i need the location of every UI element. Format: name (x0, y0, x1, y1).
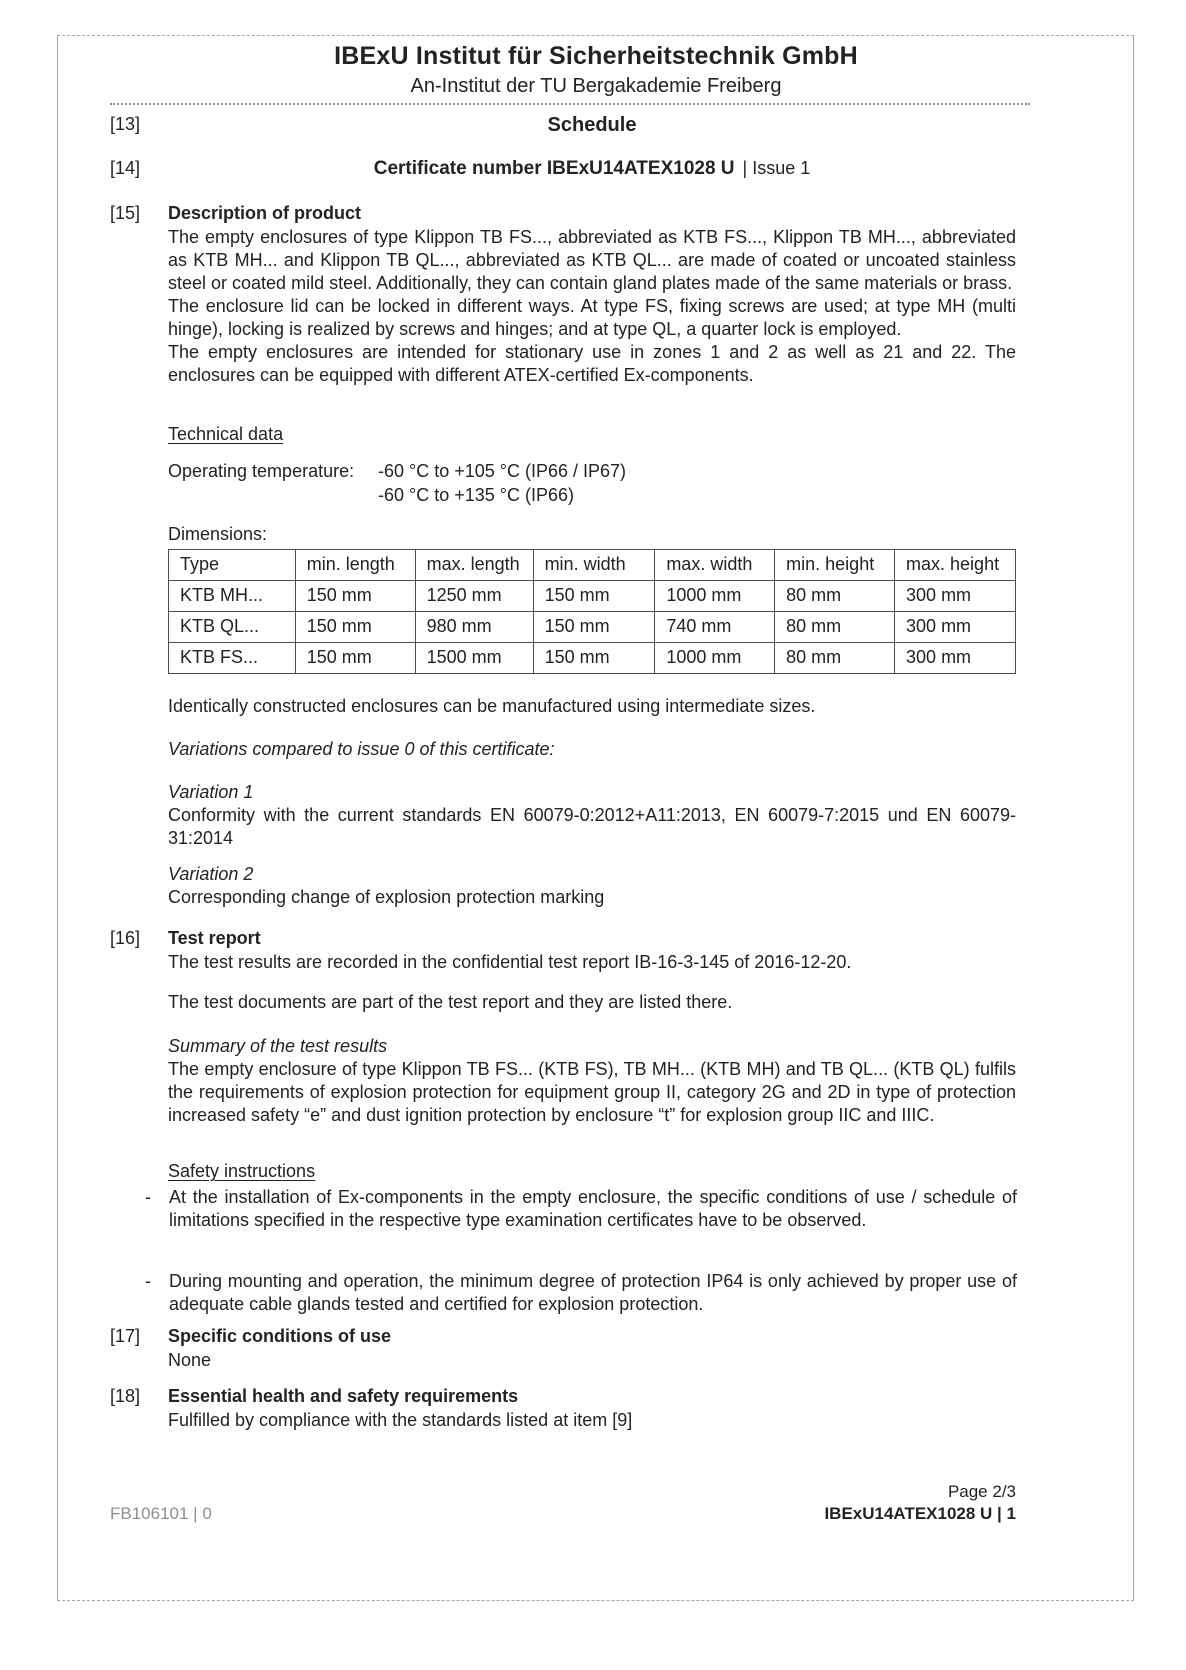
table-cell: 80 mm (775, 612, 895, 643)
test-documents-paragraph: The test documents are part of the test report and they are listed there. (168, 992, 733, 1012)
variation-1 (168, 782, 1016, 850)
item-number: [16] (110, 928, 141, 948)
table-header-cell: min. length (295, 550, 415, 581)
item-number: [14] (110, 158, 141, 178)
table-header-cell: Type (169, 550, 296, 581)
table-cell: KTB QL... (169, 612, 296, 643)
table-cell: 1000 mm (655, 581, 775, 612)
item-number: [18] (110, 1386, 141, 1406)
section-schedule (110, 114, 1016, 137)
table-row (169, 612, 1016, 643)
table-cell: 300 mm (895, 643, 1016, 674)
item-number: [15] (110, 203, 141, 223)
section-essential-requirements (110, 1386, 1016, 1432)
schedule-title: Schedule (547, 114, 637, 136)
institute-subtitle: An-Institut der TU Bergakademie Freiberg (410, 75, 782, 97)
table-header-cell: min. width (533, 550, 655, 581)
section-test-report (110, 928, 1016, 974)
table-row (169, 643, 1016, 674)
table-cell: 80 mm (775, 643, 895, 674)
variation-text: Conformity with the current standards EN 60079-0:2012+A11:2013, EN 60079-7:2015 und EN 60079-31:2014 (168, 805, 1016, 848)
specific-conditions-title: Specific conditions of use (168, 1326, 392, 1346)
table-cell: 1000 mm (655, 643, 775, 674)
section-description (110, 203, 1016, 387)
specific-conditions-text: None (168, 1350, 212, 1370)
variations-intro: Variations compared to issue 0 of this certificate: (168, 739, 555, 759)
table-header-cell: max. width (655, 550, 775, 581)
bullet-text: During mounting and operation, the minimum degree of protection IP64 is only achieved by proper use of adequate cable glands tested and certified for explosion protection. (169, 1271, 1017, 1314)
summary-text: The empty enclosure of type Klippon TB FS... (KTB FS), TB MH... (KTB MH) and TB QL... (KTB QL) fulfils the requirements of explosion protection for equipment group II, category 2G and 2D in type of protection increased safety “e” and dust ignition protection by enclosure “t” for explosion group IIC and IIIC. (168, 1059, 1016, 1125)
intermediate-sizes-note: Identically constructed enclosures can be manufactured using intermediate sizes. (168, 696, 816, 716)
table-cell: 150 mm (533, 612, 655, 643)
essential-requirements-text: Fulfilled by compliance with the standards listed at item [9] (168, 1410, 633, 1430)
section-certificate-number (110, 158, 1016, 180)
table-header-cell: min. height (775, 550, 895, 581)
technical-data-heading: Technical data (168, 424, 284, 444)
variation-title: Variation 1 (168, 782, 254, 802)
table-cell: 150 mm (533, 581, 655, 612)
certificate-number-line (168, 158, 1016, 180)
bullet-dash: - (145, 1271, 151, 1291)
table-header-row (169, 550, 1016, 581)
certificate-number: Certificate number IBExU14ATEX1028 U (373, 158, 735, 179)
table-cell: 740 mm (655, 612, 775, 643)
footer-certificate-number: IBExU14ATEX1028 U | 1 (824, 1504, 1016, 1523)
bullet-dash: - (145, 1187, 151, 1207)
issue-number: | Issue 1 (742, 158, 811, 178)
table-row (169, 581, 1016, 612)
footer-right (616, 1481, 1016, 1525)
paragraph: The empty enclosures of type Klippon TB FS..., abbreviated as KTB FS..., Klippon TB MH..., abbreviated as KTB MH... and Klippon TB QL..., abbreviated as KTB QL... are made of coated or uncoated stainless steel or coated mild steel. Additionally, they can contain gland plates made of the same materials or brass. (168, 227, 1016, 293)
table-cell: KTB MH... (169, 581, 296, 612)
operating-temperature-label: Operating temperature: (168, 461, 355, 481)
footer-form-number: FB106101 | 0 (110, 1504, 212, 1523)
section-specific-conditions (110, 1326, 1016, 1372)
essential-requirements-title: Essential health and safety requirements (168, 1386, 519, 1406)
item-number: [13] (110, 114, 141, 134)
table-cell: 300 mm (895, 612, 1016, 643)
table-cell: 1250 mm (415, 581, 533, 612)
table-cell: 80 mm (775, 581, 895, 612)
dimensions-label: Dimensions: (168, 524, 268, 544)
description-title: Description of product (168, 203, 361, 223)
table-cell: 980 mm (415, 612, 533, 643)
item-number: [17] (110, 1326, 141, 1346)
header-divider (110, 103, 1030, 105)
safety-bullet (145, 1270, 1017, 1316)
institute-title: IBExU Institut für Sicherheitstechnik GmbH (334, 42, 858, 70)
dimensions-table (168, 549, 1016, 674)
table-cell: KTB FS... (169, 643, 296, 674)
operating-temperature (168, 459, 1016, 507)
paragraph: The empty enclosures are intended for stationary use in zones 1 and 2 as well as 21 and 22. The enclosures can be equipped with different ATEX-certified Ex-components. (168, 342, 1016, 385)
table-cell: 300 mm (895, 581, 1016, 612)
table-cell: 1500 mm (415, 643, 533, 674)
table-cell: 150 mm (533, 643, 655, 674)
variation-2 (168, 864, 1016, 909)
temperature-range: -60 °C to +135 °C (IP66) (378, 485, 574, 505)
variation-title: Variation 2 (168, 864, 254, 884)
safety-bullet (145, 1186, 1017, 1232)
variation-text: Corresponding change of explosion protection marking (168, 887, 605, 907)
footer-page-number: Page 2/3 (947, 1482, 1016, 1501)
temperature-range: -60 °C to +105 °C (IP66 / IP67) (378, 461, 627, 481)
table-header-cell: max. height (895, 550, 1016, 581)
table-header-cell: max. length (415, 550, 533, 581)
safety-instructions-heading: Safety instructions (168, 1161, 316, 1181)
table-cell: 150 mm (295, 581, 415, 612)
test-report-title: Test report (168, 928, 261, 948)
paragraph: The test results are recorded in the confidential test report IB-16-3-145 of 2016-12-20. (168, 952, 852, 972)
bullet-text: At the installation of Ex-components in the empty enclosure, the specific conditions of use / schedule of limitations specified in the respective type examination certificates have to be observed. (169, 1187, 1017, 1230)
table-cell: 150 mm (295, 643, 415, 674)
operating-temperature-values (378, 459, 626, 507)
summary-of-test-results (168, 1036, 1016, 1127)
paragraph: The enclosure lid can be locked in different ways. At type FS, fixing screws are used; at type MH (multi hinge), locking is realized by screws and hinges; and at type QL, a quarter lock is employed. (168, 296, 1016, 339)
table-cell: 150 mm (295, 612, 415, 643)
summary-heading: Summary of the test results (168, 1036, 388, 1056)
